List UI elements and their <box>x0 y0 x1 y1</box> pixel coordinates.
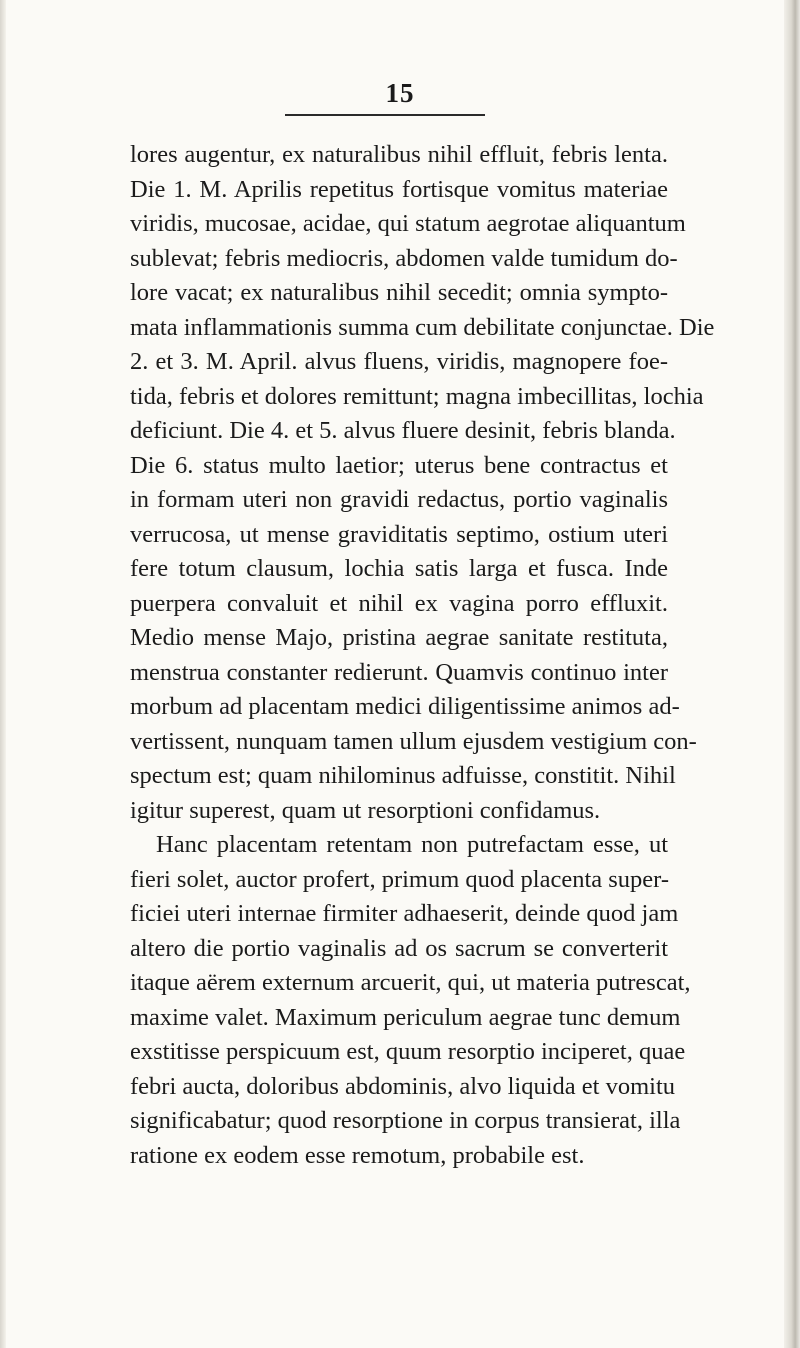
text-line: spectum est; quam nihilominus adfuisse, constitit. Nihil <box>130 762 676 789</box>
text-line: febri aucta, doloribus abdominis, alvo liquida et vomitu <box>130 1072 676 1100</box>
text-line: Hanc placentam retentam non putrefactam esse, ut <box>156 831 668 858</box>
text-line: maxime valet. Maximum periculum aegrae tunc demum <box>130 1003 681 1031</box>
text-line: puerpera convaluit et nihil ex vagina porro effluxit. <box>130 589 668 617</box>
text-line: ratione ex eodem esse remotum, probabile est. <box>130 1141 585 1169</box>
text-line: sublevat; febris mediocris, abdomen valde tumidum do- <box>130 244 678 272</box>
text-line: viridis, mucosae, acidae, qui statum aegrotae aliquantum <box>130 210 686 237</box>
text-line: itaque aërem externum arcuerit, qui, ut materia putrescat, <box>130 969 691 996</box>
text-line: lore vacat; ex naturalibus nihil secedit; omnia sympto- <box>130 279 668 306</box>
text-line: igitur superest, quam ut resorptioni confidamus. <box>130 796 601 824</box>
text-line: lores augentur, ex naturalibus nihil effluit, febris lenta. <box>130 141 668 168</box>
body-text <box>130 138 715 1173</box>
text-line: mata inflammationis summa cum debilitate conjunctae. Die <box>130 313 715 341</box>
page-right-edge <box>784 0 800 1348</box>
text-line: 2. et 3. M. April. alvus fluens, viridis, magnopere foe- <box>130 348 668 375</box>
text-line: deficiunt. Die 4. et 5. alvus fluere desinit, febris blanda. <box>130 417 676 444</box>
text-line: Medio mense Majo, pristina aegrae sanitate restituta, <box>130 624 668 651</box>
text-line: morbum ad placentam medici diligentissime animos ad- <box>130 693 680 720</box>
page-number: 15 <box>385 78 415 108</box>
text-line: Die 6. status multo laetior; uterus bene contractus et <box>130 451 668 479</box>
text-line: significabatur; quod resorptione in corpus transierat, illa <box>130 1107 681 1134</box>
text-line: menstrua constanter redierunt. Quamvis continuo inter <box>130 658 668 686</box>
text-line: exstitisse perspicuum est, quum resorptio inciperet, quae <box>130 1038 686 1065</box>
text-line: fieri solet, auctor profert, primum quod placenta super- <box>130 865 669 893</box>
text-line: fere totum clausum, lochia satis larga et fusca. Inde <box>130 555 668 582</box>
text-line: altero die portio vaginalis ad os sacrum se converterit <box>130 934 668 962</box>
text-line: vertissent, nunquam tamen ullum ejusdem vestigium con- <box>130 727 697 755</box>
text-line: in formam uteri non gravidi redactus, portio vaginalis <box>130 486 668 513</box>
page-left-edge <box>0 0 6 1348</box>
text-line: tida, febris et dolores remittunt; magna imbecillitas, lochia <box>130 382 704 410</box>
text-line: verrucosa, ut mense graviditatis septimo, ostium uteri <box>130 520 668 548</box>
text-line: ficiei uteri internae firmiter adhaeserit, deinde quod jam <box>130 900 679 927</box>
header-rule <box>285 114 485 116</box>
text-line: Die 1. M. Aprilis repetitus fortisque vomitus materiae <box>130 175 668 203</box>
